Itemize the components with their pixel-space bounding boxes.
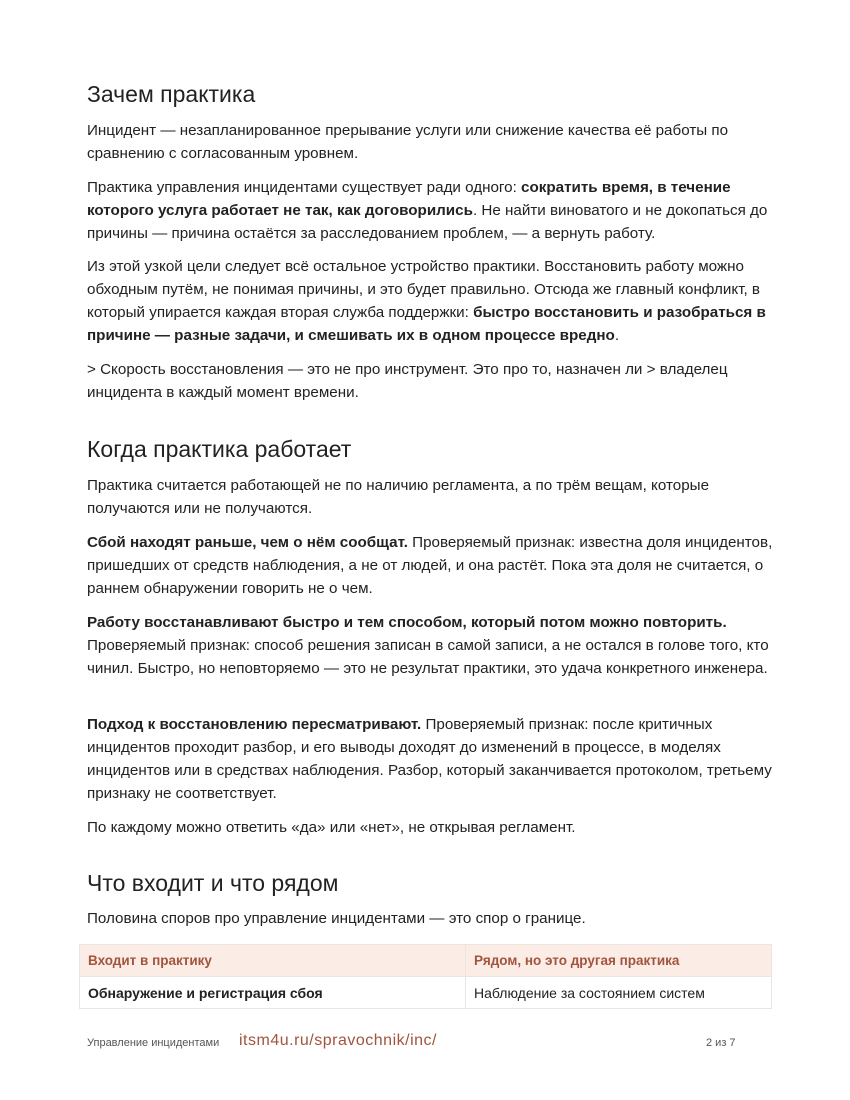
paragraph-criterion-2 (87, 611, 777, 680)
emphasis: быстро восстановить и разобраться в причине — разные задачи, и смешивать их в одном процессе вредно (87, 304, 766, 344)
paragraph-quote: > Скорость восстановления — это не про инструмент. Это про то, назначен ли > владелец инцидента в каждый момент времени. (87, 361, 728, 401)
text: . Не найти виноватого и не докопаться до причины — причина остаётся за расследованием проблем, — а вернуть работу. (87, 202, 768, 242)
table-cell-adjacent: Наблюдение за состоянием систем (466, 977, 772, 1009)
text: Проверяемый признак: способ решения записан в самой записи, а не остался в голове того, кто чинил. Быстро, но неповторяемо — это не результат практики, это удача конкретного инженера. (87, 637, 769, 677)
table-header-included: Входит в практику (80, 945, 466, 977)
paragraph-definition: Инцидент — незапланированное прерывание услуги или снижение качества её работы по сравнению с согласованным уровнем. (87, 122, 729, 162)
page-counter: 2 из 7 (706, 1037, 736, 1049)
paragraph-criterion-1 (87, 531, 777, 600)
footer-doc-title: Управление инцидентами (87, 1037, 220, 1049)
scope-table (79, 944, 772, 1009)
criterion-title: Подход к восстановлению пересматривают. (87, 716, 422, 733)
criterion-title: Сбой находят раньше, чем о нём сообщат. (87, 534, 408, 551)
section-title-when: Когда практика работает (87, 436, 352, 462)
emphasis: сократить время, в течение которого услуга работает не так, как договорились (87, 179, 731, 219)
criterion-title: Работу восстанавливают быстро и тем способом, который потом можно повторить. (87, 614, 727, 631)
text: Из этой узкой цели следует всё остальное устройство практики. Восстановить работу можно обходным путём, не понимая причины, и это будет правильно. Отсюда же главный конфликт, в который упирается каждая вторая служба поддержки: (87, 258, 760, 321)
paragraph-intro: Практика считается работающей не по наличию регламента, а по трём вещам, которые получаются или не получаются. (87, 477, 710, 517)
text: Проверяемый признак: после критичных инцидентов проходит разбор, и его выводы доходят до изменений в процессе, в моделях инцидентов или в средствах наблюдения. Разбор, который заканчивается протоколом, третьему признаку не соответствует. (87, 716, 772, 802)
footer-url-link[interactable]: itsm4u.ru/spravochnik/inc/ (239, 1032, 437, 1049)
text: . (614, 327, 620, 344)
text: Проверяемый признак: известна доля инцидентов, пришедших от средств наблюдения, а не от людей, и она растёт. Пока эта доля не считается, о раннем обнаружении говорить не о чем. (87, 534, 773, 597)
paragraph-criterion-3 (87, 713, 777, 805)
text: Практика управления инцидентами существует ради одного: (87, 179, 522, 196)
paragraph-purpose (87, 176, 777, 245)
table-cell-included: Обнаружение и регистрация сбоя (80, 977, 466, 1009)
table-header-row (80, 945, 772, 977)
section-title-scope: Что входит и что рядом (87, 870, 339, 896)
page-footer (87, 1032, 747, 1054)
table-row (80, 977, 772, 1009)
table-header-adjacent: Рядом, но это другая практика (466, 945, 772, 977)
section-title-why: Зачем практика (87, 81, 256, 107)
paragraph-boundary: Половина споров про управление инцидентами — это спор о границе. (87, 910, 586, 927)
paragraph-summary: По каждому можно ответить «да» или «нет», не открывая регламент. (87, 819, 576, 836)
paragraph-conflict (87, 255, 777, 347)
